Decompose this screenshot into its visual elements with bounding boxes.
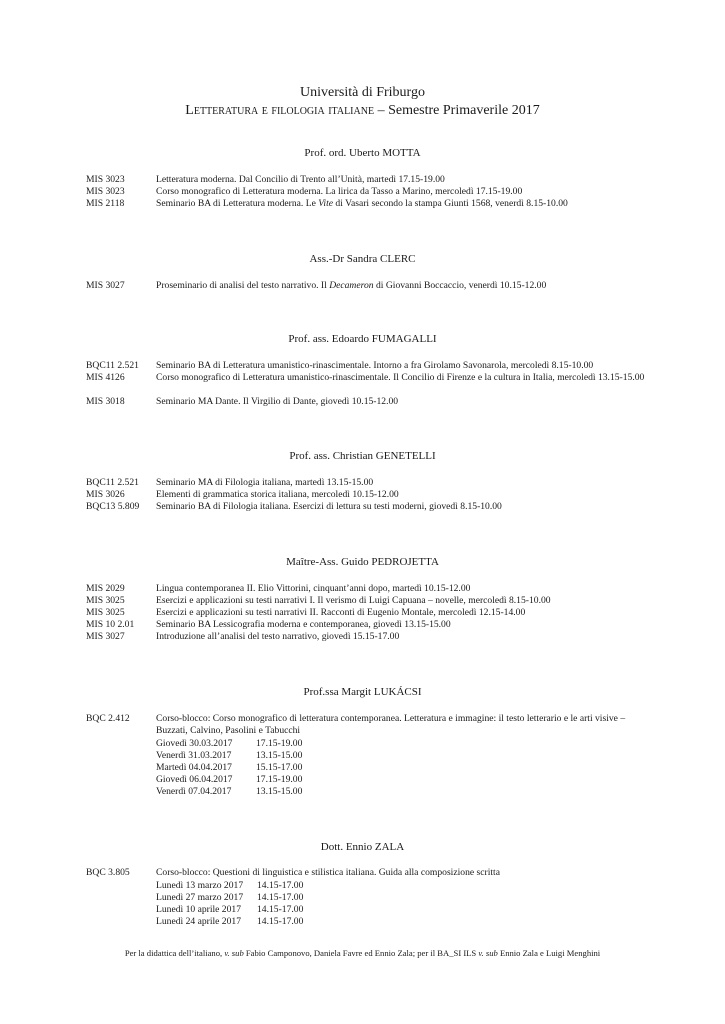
professor-heading: Dott. Ennio ZALA <box>320 841 405 853</box>
schedule-date: Lunedì 24 aprile 2017 <box>156 916 241 927</box>
course-description: Corso-blocco: Questioni di linguistica e stilistica italiana. Guida alla composizione scritta <box>156 867 500 878</box>
course-description: Seminario MA Dante. Il Virgilio di Dante, giovedì 10.15-12.00 <box>156 396 399 407</box>
schedule-row <box>156 774 302 786</box>
course-description: Seminario BA Lessicografia moderna e contemporanea, giovedì 13.15-15.00 <box>156 619 451 630</box>
room-code: MIS 2029 <box>86 583 125 594</box>
course-description: Seminario BA di Letteratura umanistico-rinascimentale. Intorno a fra Girolamo Savonarola, mercoledì 8.15-10.00 <box>156 360 594 371</box>
course-description: Lingua contemporanea II. Elio Vittorini, cinquant’anni dopo, martedì 10.15-12.00 <box>156 583 471 594</box>
schedule-time: 14.15-17.00 <box>257 916 304 927</box>
professor-heading: Ass.-Dr Sandra CLERC <box>309 253 416 265</box>
schedule-time: 14.15-17.00 <box>257 880 304 891</box>
schedule-row <box>156 892 303 904</box>
professor-heading: Prof. ass. Edoardo FUMAGALLI <box>288 333 437 345</box>
professor-heading: Maître-Ass. Guido PEDROJETTA <box>286 556 439 568</box>
room-code: MIS 3025 <box>86 607 125 618</box>
course-description: Proseminario di analisi del testo narrativo. Il Decameron di Giovanni Boccaccio, venerdì 10.15-12.00 <box>156 280 547 291</box>
schedule-date: Lunedì 27 marzo 2017 <box>156 892 244 903</box>
course-description: Corso monografico di Letteratura moderna. La lirica da Tasso a Marino, mercoledì 17.15-19.00 <box>156 186 523 197</box>
schedule-row <box>156 762 302 774</box>
schedule-date: Lunedì 13 marzo 2017 <box>156 880 244 891</box>
footer-note: Per la didattica dell’italiano, v. sub Fabio Camponovo, Daniela Favre ed Ennio Zala; per il BA_SI ILS v. sub Ennio Zala e Luigi Menghini <box>124 948 601 958</box>
room-code: MIS 3018 <box>86 396 125 407</box>
room-code: BQC11 2.521 <box>86 477 139 488</box>
room-code: MIS 4126 <box>86 372 125 383</box>
course-description: Seminario MA di Filologia italiana, martedì 13.15-15.00 <box>156 477 374 488</box>
schedule-time: 13.15-15.00 <box>256 786 303 797</box>
room-code: MIS 3023 <box>86 174 125 185</box>
schedule-date: Giovedì 30.03.2017 <box>156 738 233 749</box>
course-description: Introduzione all’analisi del testo narrativo, giovedì 15.15-17.00 <box>156 631 400 642</box>
course-description: Esercizi e applicazioni su testi narrativi I. Il verismo di Luigi Capuana – novelle, mercoledì 8.15-10.00 <box>156 595 551 606</box>
schedule-time: 13.15-15.00 <box>256 750 303 761</box>
room-code: BQC13 5.809 <box>86 501 140 512</box>
schedule-date: Giovedì 06.04.2017 <box>156 774 233 785</box>
room-code: MIS 2118 <box>86 198 125 209</box>
course-description: Elementi di grammatica storica italiana, mercoledì 10.15-12.00 <box>156 489 399 500</box>
schedule-row <box>156 880 303 892</box>
schedule-date: Lunedì 10 aprile 2017 <box>156 904 241 915</box>
professor-heading: Prof. ord. Uberto MOTTA <box>304 147 421 159</box>
course-description: Seminario BA di Letteratura moderna. Le Vite di Vasari secondo la stampa Giunti 1568, venerdì 8.15-10.00 <box>156 198 568 209</box>
course-description: Letteratura moderna. Dal Concilio di Trento all’Unità, martedì 17.15-19.00 <box>156 174 445 185</box>
schedule-date: Venerdì 31.03.2017 <box>156 750 232 761</box>
schedule-row <box>156 916 303 928</box>
room-code: MIS 10 2.01 <box>86 619 135 630</box>
subject-title: Letteratura e filologia italiane <box>185 103 375 118</box>
course-description: Seminario BA di Filologia italiana. Esercizi di lettura su testi moderni, giovedì 8.15-10.00 <box>156 501 502 512</box>
schedule-date: Martedì 04.04.2017 <box>156 762 232 773</box>
room-code: MIS 3023 <box>86 186 125 197</box>
schedule-time: 15.15-17.00 <box>256 762 303 773</box>
schedule-row <box>156 738 302 750</box>
schedule-time: 17.15-19.00 <box>256 774 303 785</box>
schedule-row <box>156 750 302 762</box>
university-title: Università di Friburgo <box>300 85 425 100</box>
schedule-time: 17.15-19.00 <box>256 738 303 749</box>
schedule-time: 14.15-17.00 <box>257 892 304 903</box>
document-subtitle <box>0 103 725 119</box>
semester-label: – Semestre Primaverile 2017 <box>374 103 540 118</box>
room-code: MIS 3027 <box>86 280 125 291</box>
professor-heading: Prof. ass. Christian GENETELLI <box>289 450 436 462</box>
room-code: MIS 3027 <box>86 631 125 642</box>
room-code: BQC 3.805 <box>86 867 130 878</box>
schedule-date: Venerdì 07.04.2017 <box>156 786 232 797</box>
course-description: Corso-blocco: Corso monografico di letteratura contemporanea. Letteratura e immagine: il testo letterario e le arti visive – Buzzati, Calvino, Pasolini e Tabucchi <box>156 713 626 736</box>
schedule-row <box>156 786 302 798</box>
room-code: BQC 2.412 <box>86 713 130 724</box>
room-code: BQC11 2.521 <box>86 360 139 371</box>
room-code: MIS 3025 <box>86 595 125 606</box>
schedule-row <box>156 904 303 916</box>
course-description: Esercizi e applicazioni su testi narrativi II. Racconti di Eugenio Montale, mercoledì 12.15-14.00 <box>156 607 526 618</box>
schedule-time: 14.15-17.00 <box>257 904 304 915</box>
room-code: MIS 3026 <box>86 489 125 500</box>
professor-heading: Prof.ssa Margit LUKÁCSI <box>303 686 422 698</box>
course-description: Corso monografico di Letteratura umanistico-rinascimentale. Il Concilio di Firenze e la cultura in Italia, mercoledì 13.15-15.00 <box>156 372 645 383</box>
